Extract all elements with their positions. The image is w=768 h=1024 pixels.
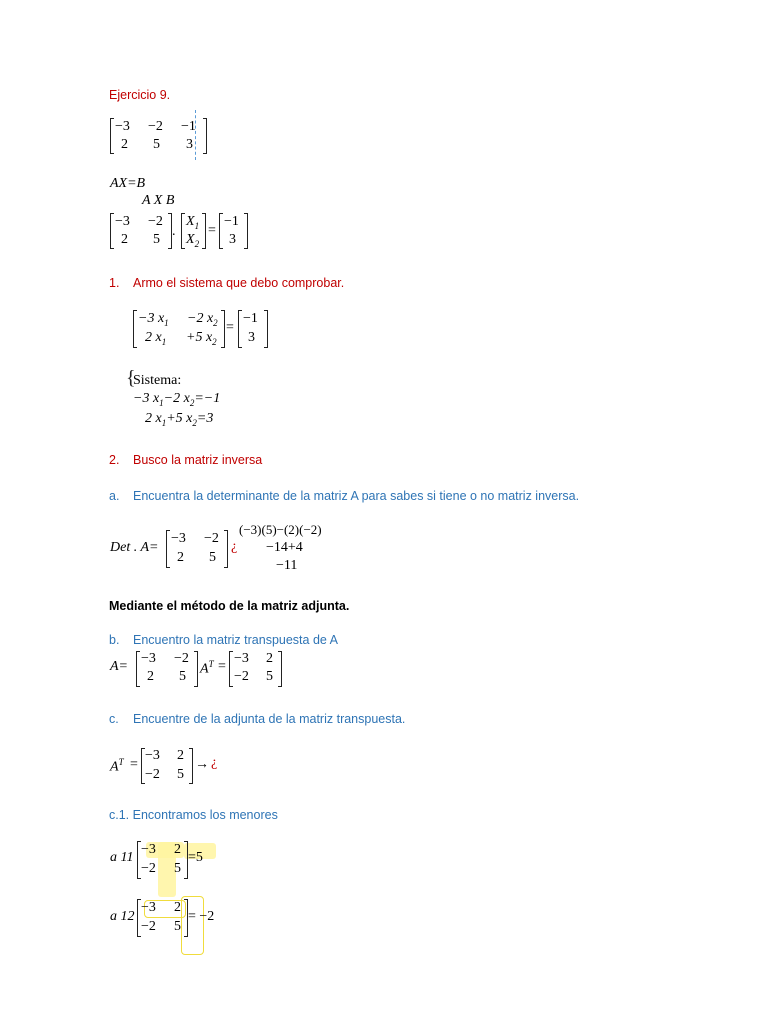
- matrix-cell: −2: [234, 669, 249, 684]
- matrix-cell: −3: [115, 119, 130, 134]
- at-label: $A^T$: [200, 659, 214, 677]
- right-bracket: [203, 118, 207, 154]
- matrix-cell: −3 $x_1$: [138, 311, 169, 328]
- matrix-cell: 5: [174, 919, 181, 934]
- matrix-cell: −3: [141, 651, 156, 666]
- matrix-cell: −2 $x_2$: [187, 311, 218, 328]
- matrix-cell: 5: [209, 550, 216, 565]
- left-bracket: [219, 213, 223, 249]
- left-bracket: [229, 651, 233, 687]
- at-label: $A^T$: [110, 757, 124, 775]
- matrix-cell: +5 $x_2$: [186, 330, 217, 347]
- minor-result: = −2: [188, 909, 215, 924]
- matrix-cell: 2: [174, 842, 181, 857]
- dot-operator: .: [172, 224, 176, 239]
- matrix-cell: −3: [115, 214, 130, 229]
- step-c-number: c.: [109, 712, 119, 726]
- equals-sign: =: [226, 320, 234, 335]
- det-label: Det . A=: [110, 540, 159, 555]
- matrix-cell: 2: [177, 550, 184, 565]
- matrix-cell: −3: [171, 531, 186, 546]
- vector-x: $X_2$: [186, 232, 200, 249]
- matrix-cell: −3: [141, 900, 156, 915]
- matrix-cell: −2: [141, 919, 156, 934]
- right-bracket: [189, 748, 193, 784]
- right-bracket: [194, 651, 198, 687]
- det-line-1: (−3)(5)−(2)(−2): [239, 522, 322, 537]
- matrix-cell: 5: [266, 669, 273, 684]
- equals-sign: =: [208, 223, 216, 238]
- matrix-cell: −2: [141, 861, 156, 876]
- matrix-cell: −2: [148, 119, 163, 134]
- matrix-cell: 2: [147, 669, 154, 684]
- matrix-cell: −3: [141, 842, 156, 857]
- equals-sign: =: [218, 659, 226, 674]
- missing-symbol: ¿: [231, 539, 238, 554]
- left-bracket: [133, 310, 137, 348]
- right-bracket: [224, 530, 228, 568]
- matrix-cell: −1: [181, 119, 196, 134]
- vector-x: $X_1$: [186, 214, 200, 231]
- det-line-2: −14+4: [266, 540, 303, 555]
- step-b-number: b.: [109, 633, 120, 647]
- exercise-title: Ejercicio 9.: [109, 88, 171, 102]
- minor-label: a 12: [110, 909, 135, 924]
- step-c-heading: Encuentre de la adjunta de la matriz transpuesta.: [133, 712, 406, 726]
- minor-label: a 11: [110, 850, 134, 865]
- matrix-cell: 3: [186, 137, 193, 152]
- step-1-number: 1.: [109, 276, 120, 290]
- matrix-cell: −2: [204, 531, 219, 546]
- right-bracket: [278, 651, 282, 687]
- matrix-cell: 2: [177, 748, 184, 763]
- matrix-cell: 5: [177, 767, 184, 782]
- matrix-cell: 2: [121, 137, 128, 152]
- step-b-heading: Encuentro la matriz transpuesta de A: [133, 633, 338, 647]
- vector-b-cell: 3: [229, 232, 236, 247]
- matrix-cell: −3: [234, 651, 249, 666]
- equation-axb: AX=B: [110, 176, 146, 191]
- matrix-cell: 5: [153, 137, 160, 152]
- equation-labels: A X B: [142, 193, 175, 208]
- left-bracket: [110, 213, 114, 249]
- vector-b-cell: −1: [224, 214, 239, 229]
- matrix-cell: 2: [121, 232, 128, 247]
- system-equation-2: 2 $x_1+5$ $x_2=3$: [145, 411, 214, 428]
- step-2-number: 2.: [109, 453, 120, 467]
- arrow: →: [195, 757, 209, 772]
- vector-b-cell: 3: [248, 330, 255, 345]
- method-heading: Mediante el método de la matriz adjunta.: [109, 599, 350, 613]
- matrix-cell: 2 $x_1$: [145, 330, 167, 347]
- matrix-cell: 2: [266, 651, 273, 666]
- matrix-cell: 5: [179, 669, 186, 684]
- right-bracket: [264, 310, 268, 348]
- vector-b-cell: −1: [243, 311, 258, 326]
- matrix-cell: −2: [174, 651, 189, 666]
- a-label: A=: [110, 659, 128, 674]
- right-bracket: [202, 213, 206, 249]
- matrix-cell: −2: [145, 767, 160, 782]
- step-1-heading: Armo el sistema que debo comprobar.: [133, 276, 345, 290]
- system-brace: {: [126, 367, 136, 389]
- system-equation-1: −3 $x_1-2$ $x_2=-1$: [133, 391, 221, 408]
- matrix-cell: 5: [153, 232, 160, 247]
- step-2-heading: Busco la matriz inversa: [133, 453, 263, 467]
- step-a-number: a.: [109, 489, 120, 503]
- matrix-cell: 5: [174, 861, 181, 876]
- dotted-guide: [195, 110, 196, 160]
- left-bracket: [136, 651, 140, 687]
- left-bracket: [166, 530, 170, 568]
- right-bracket: [221, 310, 225, 348]
- step-a-heading: Encuentra la determinante de la matriz A para sabes si tiene o no matriz inversa.: [133, 489, 580, 503]
- system-label: Sistema:: [133, 373, 182, 388]
- left-bracket: [238, 310, 242, 348]
- step-c1-heading: c.1. Encontramos los menores: [109, 808, 278, 822]
- right-bracket: [244, 213, 248, 249]
- left-bracket: [110, 118, 114, 154]
- matrix-cell: −3: [145, 748, 160, 763]
- missing-symbol: ¿: [211, 755, 218, 770]
- equals-sign: =: [130, 757, 138, 772]
- minor-result: =5: [188, 850, 203, 865]
- matrix-cell: 2: [174, 900, 181, 915]
- det-line-3: −11: [276, 558, 298, 573]
- left-bracket: [181, 213, 185, 249]
- matrix-cell: −2: [148, 214, 163, 229]
